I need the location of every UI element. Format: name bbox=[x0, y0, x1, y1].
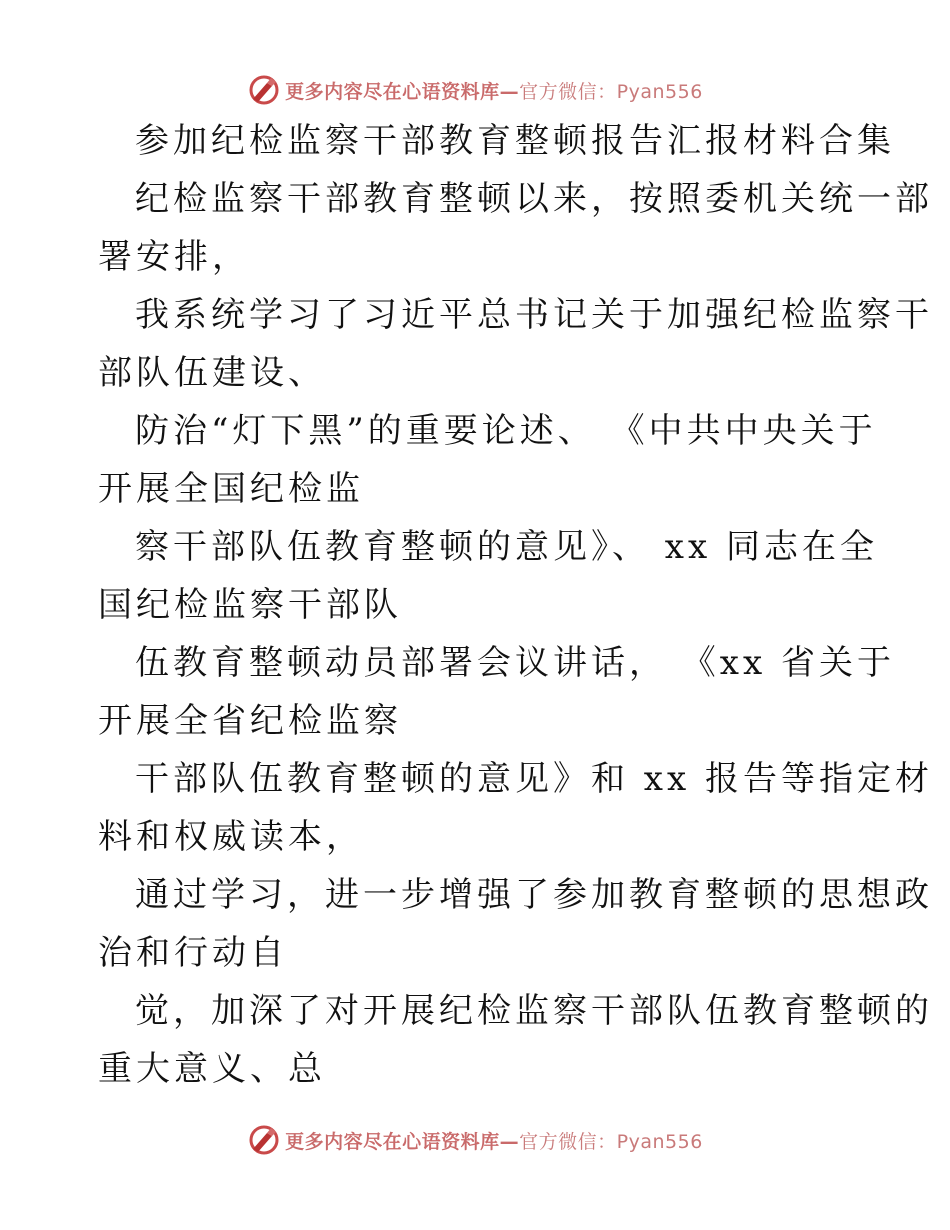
paragraph-line: 署安排， bbox=[98, 237, 250, 277]
paragraph-line: 干部队伍教育整顿的意见》和 xx 报告等指定材 bbox=[135, 759, 933, 799]
pen-nib-logo-icon bbox=[247, 73, 281, 107]
paragraph-line: 料和权威读本， bbox=[98, 817, 364, 857]
header-banner-separator: — bbox=[499, 80, 520, 103]
footer-banner bbox=[0, 1120, 950, 1160]
paragraph-line: 通过学习，进一步增强了参加教育整顿的思想政 bbox=[135, 875, 933, 915]
document-title: 参加纪检监察干部教育整顿报告汇报材料合集 bbox=[135, 121, 895, 161]
paragraph-line: 防治“灯下黑”的重要论述、 《中共中央关于 bbox=[135, 411, 877, 451]
paragraph-line: 伍教育整顿动员部署会议讲话， 《xx 省关于 bbox=[135, 643, 895, 683]
footer-banner-separator: — bbox=[499, 1130, 520, 1153]
paragraph-line: 重大意义、总 bbox=[98, 1049, 326, 1089]
paragraph-line: 开展全省纪检监察 bbox=[98, 701, 402, 741]
paragraph-line: 察干部队伍教育整顿的意见》、 xx 同志在全 bbox=[135, 527, 878, 567]
paragraph-line: 觉，加深了对开展纪检监察干部队伍教育整顿的 bbox=[135, 991, 933, 1031]
paragraph-line: 部队伍建设、 bbox=[98, 353, 326, 393]
footer-banner-wechat: 官方微信：Pyan556 bbox=[519, 1130, 703, 1153]
pen-nib-logo-icon bbox=[247, 1123, 281, 1157]
paragraph-line: 治和行动自 bbox=[98, 933, 288, 973]
footer-banner-text bbox=[285, 1127, 703, 1154]
header-banner bbox=[0, 70, 950, 110]
header-banner-main: 更多内容尽在心语资料库 bbox=[285, 80, 500, 103]
paragraph-line: 我系统学习了习近平总书记关于加强纪检监察干 bbox=[135, 295, 933, 335]
header-banner-wechat: 官方微信：Pyan556 bbox=[519, 80, 703, 103]
header-banner-text bbox=[285, 77, 703, 104]
paragraph-line: 国纪检监察干部队 bbox=[98, 585, 402, 625]
paragraph-line: 纪检监察干部教育整顿以来，按照委机关统一部 bbox=[135, 179, 933, 219]
paragraph-line: 开展全国纪检监 bbox=[98, 469, 364, 509]
footer-banner-main: 更多内容尽在心语资料库 bbox=[285, 1130, 500, 1153]
